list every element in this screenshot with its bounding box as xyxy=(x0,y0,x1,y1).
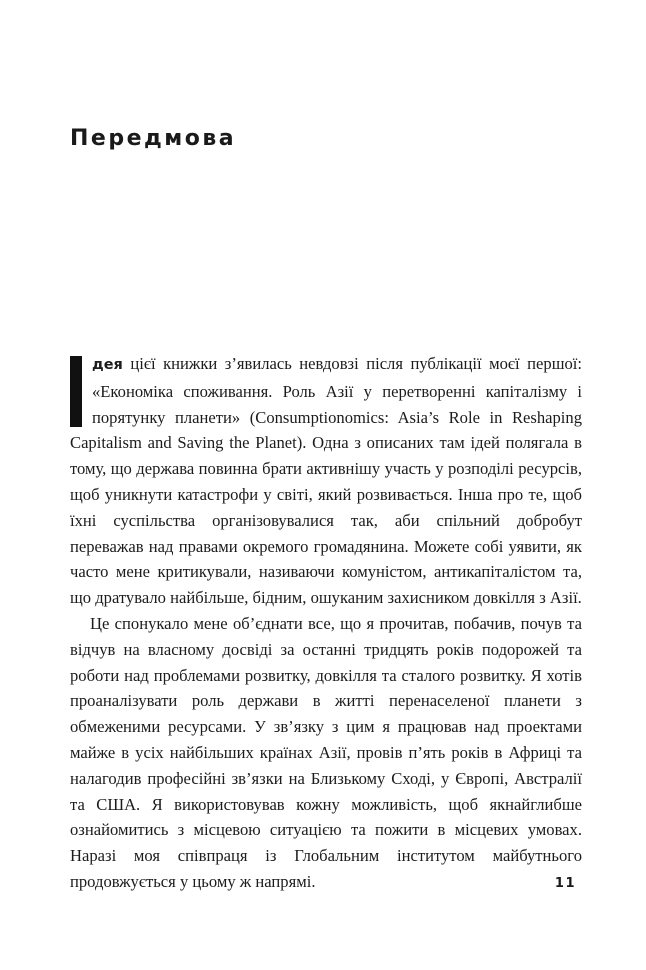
paragraph-2: Це спонукало мене об’єднати все, що я прочитав, побачив, почув та відчув на власному досвіді за останні тридцять років подорожей та роботи над проблемами розвитку, довкілля та сталого розвитку. Я хотів проаналізувати роль держави в житті перенаселеної планети з обмеженими ресурсами. У зв’язку з цим я працював над проектами майже в усіх найбільших країнах Азії, провів п’ять років в Африці та налагодив професійні зв’язки на Близькому Сході, у Європі, Австралії та США. Я використовував кожну можливість, щоб якнайглибше ознайомитись з місцевою ситуацією та пожити в місцевих умовах. Наразі моя співпраця із Глобальним інститутом майбутнього продовжується у цьому ж напрямі. xyxy=(70,613,582,891)
paragraph-1-text: цієї книжки з’явилась невдовзі після публікації моєї першої: «Економіка споживання. Роль Азії у перетворенні капіталізму і порятунку планети» (Consumptionomics: Asia’s Role in Reshaping Capitalism and Saving the Planet). Одна з описаних там ідей полягала в тому, що держава повинна брати активнішу участь у розподілі ресурсів, щоб уникнути катастрофи у світі, який розвивається. Інша про те, щоб їхні суспільства організовувалися так, аби спільний добробут переважав над правами окремого громадянина. Можете собі уявити, як часто мене критикували, називаючи комуністом, антикапіталістом та, що дратувало найбільше, бідним, ошуканим захисником довкілля з Азії. xyxy=(70,354,582,608)
page-number: 11 xyxy=(554,876,576,891)
body-text xyxy=(70,351,582,895)
page-title: Передмова xyxy=(70,126,237,151)
dropcap-letter xyxy=(70,356,82,427)
lead-word: дея xyxy=(92,357,123,373)
paragraph-1 xyxy=(70,351,582,611)
